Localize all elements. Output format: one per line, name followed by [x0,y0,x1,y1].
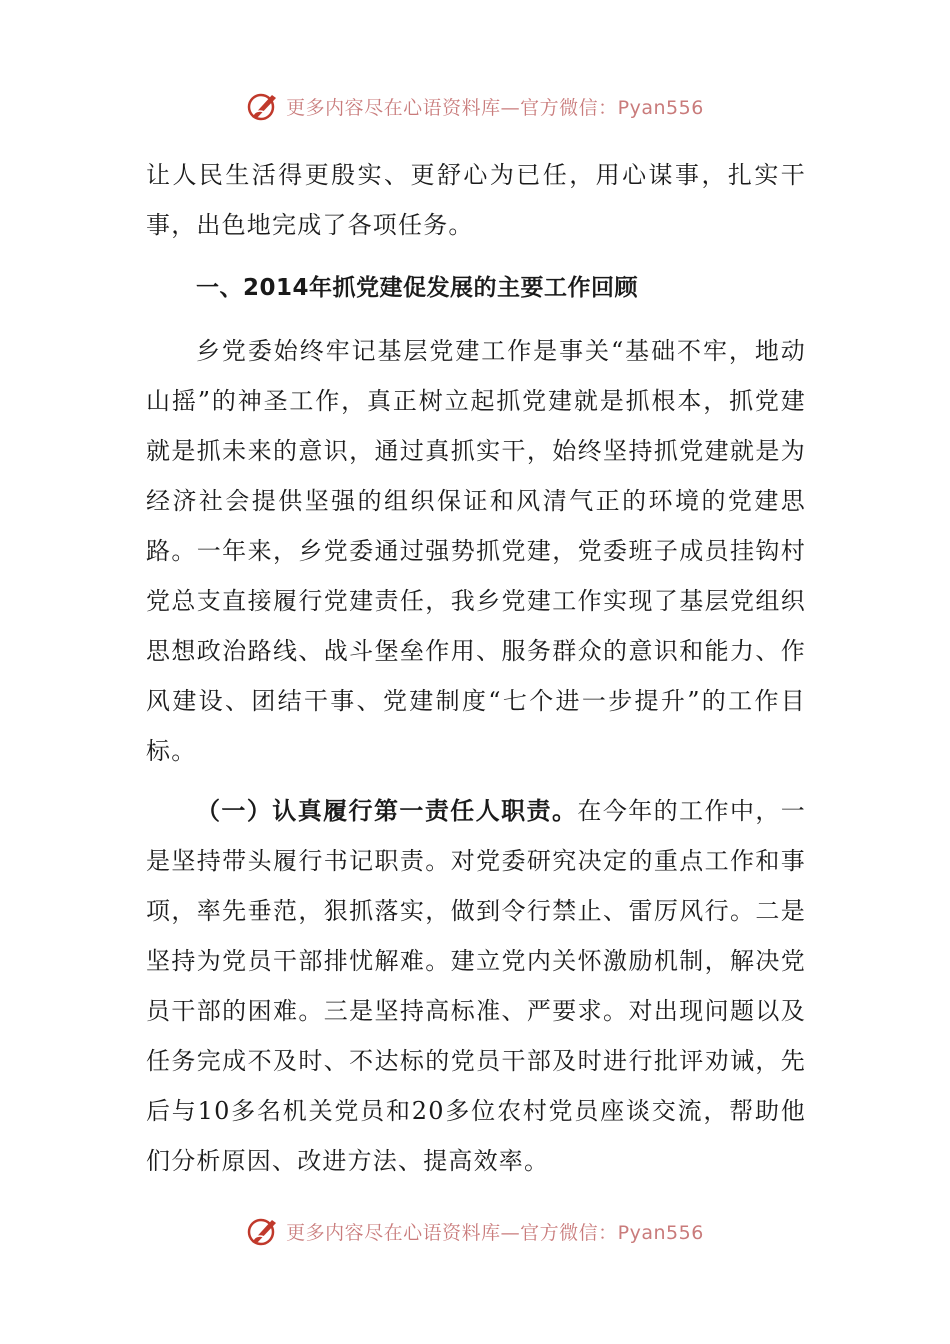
pen-circle-icon [246,89,280,123]
watermark-account: Pyan556 [617,1221,704,1244]
watermark-text [286,1218,704,1245]
watermark-text [286,93,704,120]
paragraph-3 [146,786,806,1186]
pen-circle-icon [246,1214,280,1248]
document-body [146,150,806,1186]
subsection-lead: （一）认真履行第一责任人职责。 [196,797,578,825]
watermark-account: Pyan556 [617,96,704,119]
watermark-label: 更多内容尽在心语资料库—官方微信： [286,1221,618,1244]
paragraph-3-rest: 在今年的工作中，一是坚持带头履行书记职责。对党委研究决定的重点工作和事项，率先垂范，狠抓落实，做到令行禁止、雷厉风行。二是坚持为党员干部排忧解难。建立党内关怀激励机制，解决党员干部的困难。三是坚持高标准、严要求。对出现问题以及任务完成不及时、不达标的党员干部及时进行批评劝诫，先后与10多名机关党员和20多位农村党员座谈交流，帮助他们分析原因、改进方法、提高效率。 [146,797,806,1175]
intro-paragraph: 让人民生活得更殷实、更舒心为已任，用心谋事，扎实干事，出色地完成了各项任务。 [146,161,806,239]
section-heading: 一、2014年抓党建促发展的主要工作回顾 [196,275,639,301]
watermark-banner-bottom [0,1211,950,1251]
watermark-label: 更多内容尽在心语资料库—官方微信： [286,96,618,119]
watermark-banner-top [0,86,950,126]
paragraph-2: 乡党委始终牢记基层党建工作是事关“基础不牢，地动山摇”的神圣工作，真正树立起抓党建就是抓根本，抓党建就是抓未来的意识，通过真抓实干，始终坚持抓党建就是为经济社会提供坚强的组织保证和风清气正的环境的党建思路。一年来，乡党委通过强势抓党建，党委班子成员挂钩村党总支直接履行党建责任，我乡党建工作实现了基层党组织思想政治路线、战斗堡垒作用、服务群众的意识和能力、作风建设、团结干事、党建制度“七个进一步提升”的工作目标。 [146,337,806,765]
